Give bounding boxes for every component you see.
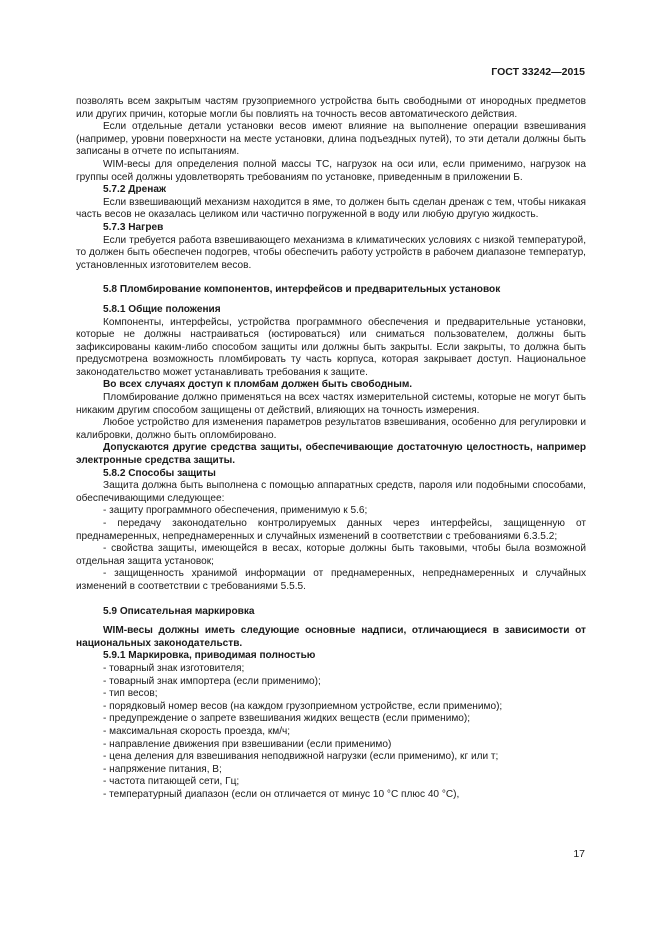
list-item: - цена деления для взвешивания неподвижной нагрузки (если применимо), кг или т;	[103, 751, 499, 763]
subsection-heading: 5.8.2 Способы защиты	[103, 467, 216, 479]
paragraph: Компоненты, интерфейсы, устройства программного обеспечения и предварительные установки, которые не должны настраиваться (юстироваться) или сниматься пользователем, должны быть зафиксированы каким-либо способом защиты или должны быть закрыты. Если закрыты, то должна быть предусмотрена возможность пломбировать ту часть корпуса, которая закрывает доступ. Национальное законодательство может устанавливать требования к защите.	[76, 316, 586, 378]
paragraph: WIM-весы для определения полной массы ТС, нагрузок на оси или, если применимо, нагрузок на группы осей должны удовлетворять требованиям по установке, приведенным в приложении Б.	[76, 158, 586, 183]
bold-paragraph: Во всех случаях доступ к пломбам должен быть свободным.	[103, 379, 413, 391]
bold-paragraph: Допускаются другие средства защиты, обеспечивающие достаточную целостность, например электронные средства защиты.	[76, 442, 586, 467]
section-heading: 5.8 Пломбирование компонентов, интерфейсов и предварительных установок	[103, 284, 501, 296]
paragraph: Если взвешивающий механизм находится в яме, то должен быть сделан дренаж с тем, чтобы никакая часть весов не оказалась целиком или частично погруженной в воду или любую другую жидкость.	[76, 196, 586, 221]
list-item: - передачу законодательно контролируемых данных через интерфейсы, защищенную от преднамеренных, непреднамеренных и случайных изменений в соответствии с требованиями 6.3.5.2;	[76, 518, 586, 542]
list-item: - порядковый номер весов (на каждом грузоприемном устройстве, если применимо);	[103, 700, 503, 712]
section-heading: 5.9 Описательная маркировка	[103, 605, 255, 617]
list-item: - температурный диапазон (если он отличается от минус 10 °С плюс 40 °С),	[103, 788, 460, 800]
list-item: - свойства защиты, имеющейся в весах, которые должны быть таковыми, чтобы была возможной отдельная защита установок;	[76, 543, 586, 567]
paragraph: Пломбирование должно применяться на всех частях измерительной системы, которые не могут быть никаким другим способом защищены от действий, влияющих на точность измерения.	[76, 392, 586, 416]
subsection-heading: 5.7.3 Нагрев	[103, 221, 164, 233]
document-code-header: ГОСТ 33242—2015	[491, 66, 585, 78]
paragraph: Если требуется работа взвешивающего механизма в климатических условиях с низкой температурой, то должен быть обеспечен подогрев, чтобы обеспечить работу устройств в рабочем диапазоне температур, установленных изготовителем весов.	[76, 234, 586, 271]
list-item: - тип весов;	[103, 688, 158, 700]
bold-paragraph: WIM-весы должны иметь следующие основные надписи, отличающиеся в зависимости от национальных законодательств.	[76, 625, 586, 649]
paragraph: Любое устройство для изменения параметров результатов взвешивания, особенно для регулировки и калибровки, должно быть опломбировано.	[76, 417, 586, 441]
subsection-heading: 5.8.1 Общие положения	[103, 303, 221, 315]
subsection-heading: 5.7.2 Дренаж	[103, 184, 167, 196]
list-item: - защищенность хранимой информации от преднамеренных, непреднамеренных и случайных изменений в соответствии с требованиями 5.5.5.	[76, 568, 586, 592]
list-item: - предупреждение о запрете взвешивания жидких веществ (если применимо);	[103, 713, 471, 725]
list-item: - частота питающей сети, Гц;	[103, 776, 240, 788]
list-item: - напряжение питания, В;	[103, 763, 222, 775]
document-body	[76, 96, 586, 801]
subsection-heading: 5.9.1 Маркировка, приводимая полностью	[103, 650, 316, 662]
page-number: 17	[573, 848, 585, 860]
paragraph: позволять всем закрытым частям грузоприемного устройства быть свободными от инородных предметов или других причин, которые могли бы повлиять на точность весов автоматического действия.	[76, 96, 586, 120]
list-item: - направление движения при взвешивании (если применимо)	[103, 738, 392, 750]
list-item: - товарный знак импортера (если применимо);	[103, 675, 321, 687]
paragraph: Защита должна быть выполнена с помощью аппаратных средств, пароля или подобными способами, обеспечивающими следующее:	[76, 480, 586, 504]
list-item: - товарный знак изготовителя;	[103, 662, 245, 674]
list-item: - защиту программного обеспечения, применимую к 5.6;	[103, 505, 368, 517]
list-item: - максимальная скорость проезда, км/ч;	[103, 725, 291, 737]
paragraph: Если отдельные детали установки весов имеют влияние на выполнение операции взвешивания (например, уровни поверхности на месте установки, длина подъездных путей), то эти детали должны быть записаны в отчете по испытаниям.	[76, 121, 586, 158]
